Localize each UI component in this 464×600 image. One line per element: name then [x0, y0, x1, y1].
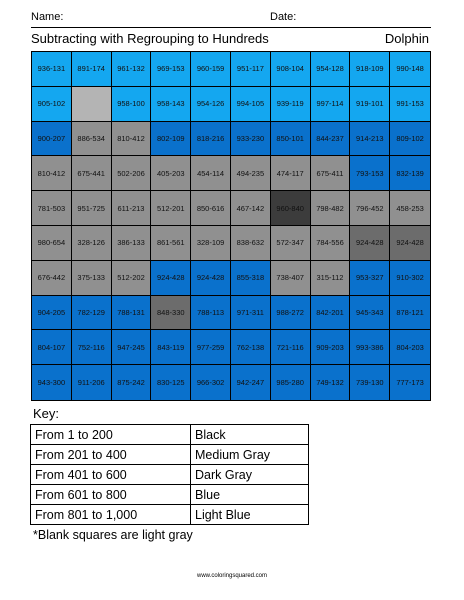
- name-label: Name:: [31, 11, 64, 23]
- worksheet-title: Subtracting with Regrouping to Hundreds: [31, 31, 269, 46]
- grid-cell: 798-482: [311, 191, 351, 226]
- grid-cell: 386-133: [112, 226, 152, 261]
- grid-cell: 951-725: [72, 191, 112, 226]
- grid-cell: 788-113: [191, 296, 231, 331]
- grid-cell: 905-102: [32, 87, 72, 122]
- grid-cell: 675-441: [72, 156, 112, 191]
- grid-cell: 960-159: [191, 52, 231, 87]
- grid-cell: 405-203: [151, 156, 191, 191]
- grid-cell: 997-114: [311, 87, 351, 122]
- key-row: [31, 505, 309, 525]
- grid-cell: 572-347: [271, 226, 311, 261]
- key-row: [31, 485, 309, 505]
- grid-cell: 842-201: [311, 296, 351, 331]
- key-color: Dark Gray: [191, 465, 309, 485]
- footer-url: www.coloringsquared.com: [196, 573, 268, 579]
- grid-cell: 502-206: [112, 156, 152, 191]
- grid-cell: 943-300: [32, 365, 72, 400]
- picture-name: Dolphin: [384, 31, 429, 46]
- grid-cell: 784-556: [311, 226, 351, 261]
- grid-cell: 739-130: [350, 365, 390, 400]
- key-color: Light Blue: [191, 505, 309, 525]
- grid-cell: 777-173: [390, 365, 430, 400]
- color-key-table: [30, 424, 309, 525]
- grid-cell: 991-153: [390, 87, 430, 122]
- grid-cell: 924-428: [151, 261, 191, 296]
- grid-cell: 458-253: [390, 191, 430, 226]
- grid-cell: 782-129: [72, 296, 112, 331]
- grid-cell: 818-216: [191, 122, 231, 157]
- grid-cell: 848-330: [151, 296, 191, 331]
- grid-cell: 810-412: [112, 122, 152, 157]
- key-range: From 801 to 1,000: [31, 505, 191, 525]
- grid-cell: 762-138: [231, 330, 271, 365]
- grid-cell: 796-452: [350, 191, 390, 226]
- grid-cell: 788-131: [112, 296, 152, 331]
- grid-cell: 494-235: [231, 156, 271, 191]
- key-range: From 1 to 200: [31, 425, 191, 445]
- date-label: Date:: [270, 11, 297, 23]
- grid-cell: 969-153: [151, 52, 191, 87]
- grid-cell: 961-132: [112, 52, 152, 87]
- grid-cell: 988-272: [271, 296, 311, 331]
- grid-cell: 936-131: [32, 52, 72, 87]
- grid-cell: 914-213: [350, 122, 390, 157]
- grid-cell: 977-259: [191, 330, 231, 365]
- grid-cell: 810-412: [32, 156, 72, 191]
- grid-cell: 875-242: [112, 365, 152, 400]
- key-color: Medium Gray: [191, 445, 309, 465]
- grid-cell: 891-174: [72, 52, 112, 87]
- grid-cell: 966-302: [191, 365, 231, 400]
- grid-cell: 809-102: [390, 122, 430, 157]
- grid-cell: 933-230: [231, 122, 271, 157]
- grid-cell: 939-119: [271, 87, 311, 122]
- grid-cell: 886-534: [72, 122, 112, 157]
- grid-cell: 850-616: [191, 191, 231, 226]
- key-color: Black: [191, 425, 309, 445]
- grid-cell: 844-237: [311, 122, 351, 157]
- grid-cell: 843-119: [151, 330, 191, 365]
- grid-cell: 958-143: [151, 87, 191, 122]
- blank-squares-note: *Blank squares are light gray: [33, 528, 193, 542]
- grid-cell: 951-117: [231, 52, 271, 87]
- grid-cell: 512-201: [151, 191, 191, 226]
- grid-cell: 947-245: [112, 330, 152, 365]
- grid-cell: 802-109: [151, 122, 191, 157]
- grid-cell: 804-107: [32, 330, 72, 365]
- key-range: From 601 to 800: [31, 485, 191, 505]
- grid-cell: 838-632: [231, 226, 271, 261]
- grid-cell: 675-411: [311, 156, 351, 191]
- grid-cell: 904-205: [32, 296, 72, 331]
- grid-cell: 676-442: [32, 261, 72, 296]
- key-title: Key:: [33, 406, 60, 421]
- key-row: [31, 425, 309, 445]
- grid-cell: 945-343: [350, 296, 390, 331]
- grid-cell: 752-116: [72, 330, 112, 365]
- grid-cell: 942-247: [231, 365, 271, 400]
- grid-cell: 793-153: [350, 156, 390, 191]
- grid-cell: 960-840: [271, 191, 311, 226]
- grid-cell: 980-654: [32, 226, 72, 261]
- grid-cell: 958-100: [112, 87, 152, 122]
- grid-cell: 993-386: [350, 330, 390, 365]
- grid-cell: 474-117: [271, 156, 311, 191]
- grid-cell: 467-142: [231, 191, 271, 226]
- grid-cell: 315-112: [311, 261, 351, 296]
- grid-cell: [72, 87, 112, 122]
- key-row: [31, 465, 309, 485]
- grid-cell: 910-302: [390, 261, 430, 296]
- key-row: [31, 445, 309, 465]
- grid-cell: 918-109: [350, 52, 390, 87]
- grid-cell: 832-139: [390, 156, 430, 191]
- grid-cell: 721-116: [271, 330, 311, 365]
- grid-cell: 454-114: [191, 156, 231, 191]
- grid-cell: 919-101: [350, 87, 390, 122]
- grid-cell: 953-327: [350, 261, 390, 296]
- grid-cell: 861-561: [151, 226, 191, 261]
- grid-cell: 924-428: [350, 226, 390, 261]
- grid-cell: 375-133: [72, 261, 112, 296]
- grid-cell: 985-280: [271, 365, 311, 400]
- grid-cell: 878-121: [390, 296, 430, 331]
- grid-cell: 850-101: [271, 122, 311, 157]
- grid-cell: 781-503: [32, 191, 72, 226]
- title-row: [31, 31, 431, 47]
- grid-cell: 611-213: [112, 191, 152, 226]
- grid-cell: 908-104: [271, 52, 311, 87]
- puzzle-grid: [31, 51, 431, 401]
- key-color: Blue: [191, 485, 309, 505]
- grid-cell: 328-109: [191, 226, 231, 261]
- grid-cell: 900-207: [32, 122, 72, 157]
- grid-cell: 738-407: [271, 261, 311, 296]
- grid-cell: 911-206: [72, 365, 112, 400]
- grid-cell: 855-318: [231, 261, 271, 296]
- header-row: [31, 11, 431, 27]
- grid-cell: 954-126: [191, 87, 231, 122]
- grid-cell: 924-428: [390, 226, 430, 261]
- grid-cell: 909-203: [311, 330, 351, 365]
- grid-cell: 971-311: [231, 296, 271, 331]
- key-range: From 401 to 600: [31, 465, 191, 485]
- grid-cell: 990-148: [390, 52, 430, 87]
- grid-cell: 954-128: [311, 52, 351, 87]
- key-range: From 201 to 400: [31, 445, 191, 465]
- grid-cell: 512-202: [112, 261, 152, 296]
- grid-cell: 924-428: [191, 261, 231, 296]
- grid-cell: 804-203: [390, 330, 430, 365]
- grid-cell: 830-125: [151, 365, 191, 400]
- grid-cell: 749-132: [311, 365, 351, 400]
- grid-cell: 994-105: [231, 87, 271, 122]
- grid-cell: 328-126: [72, 226, 112, 261]
- header-divider: [31, 27, 431, 28]
